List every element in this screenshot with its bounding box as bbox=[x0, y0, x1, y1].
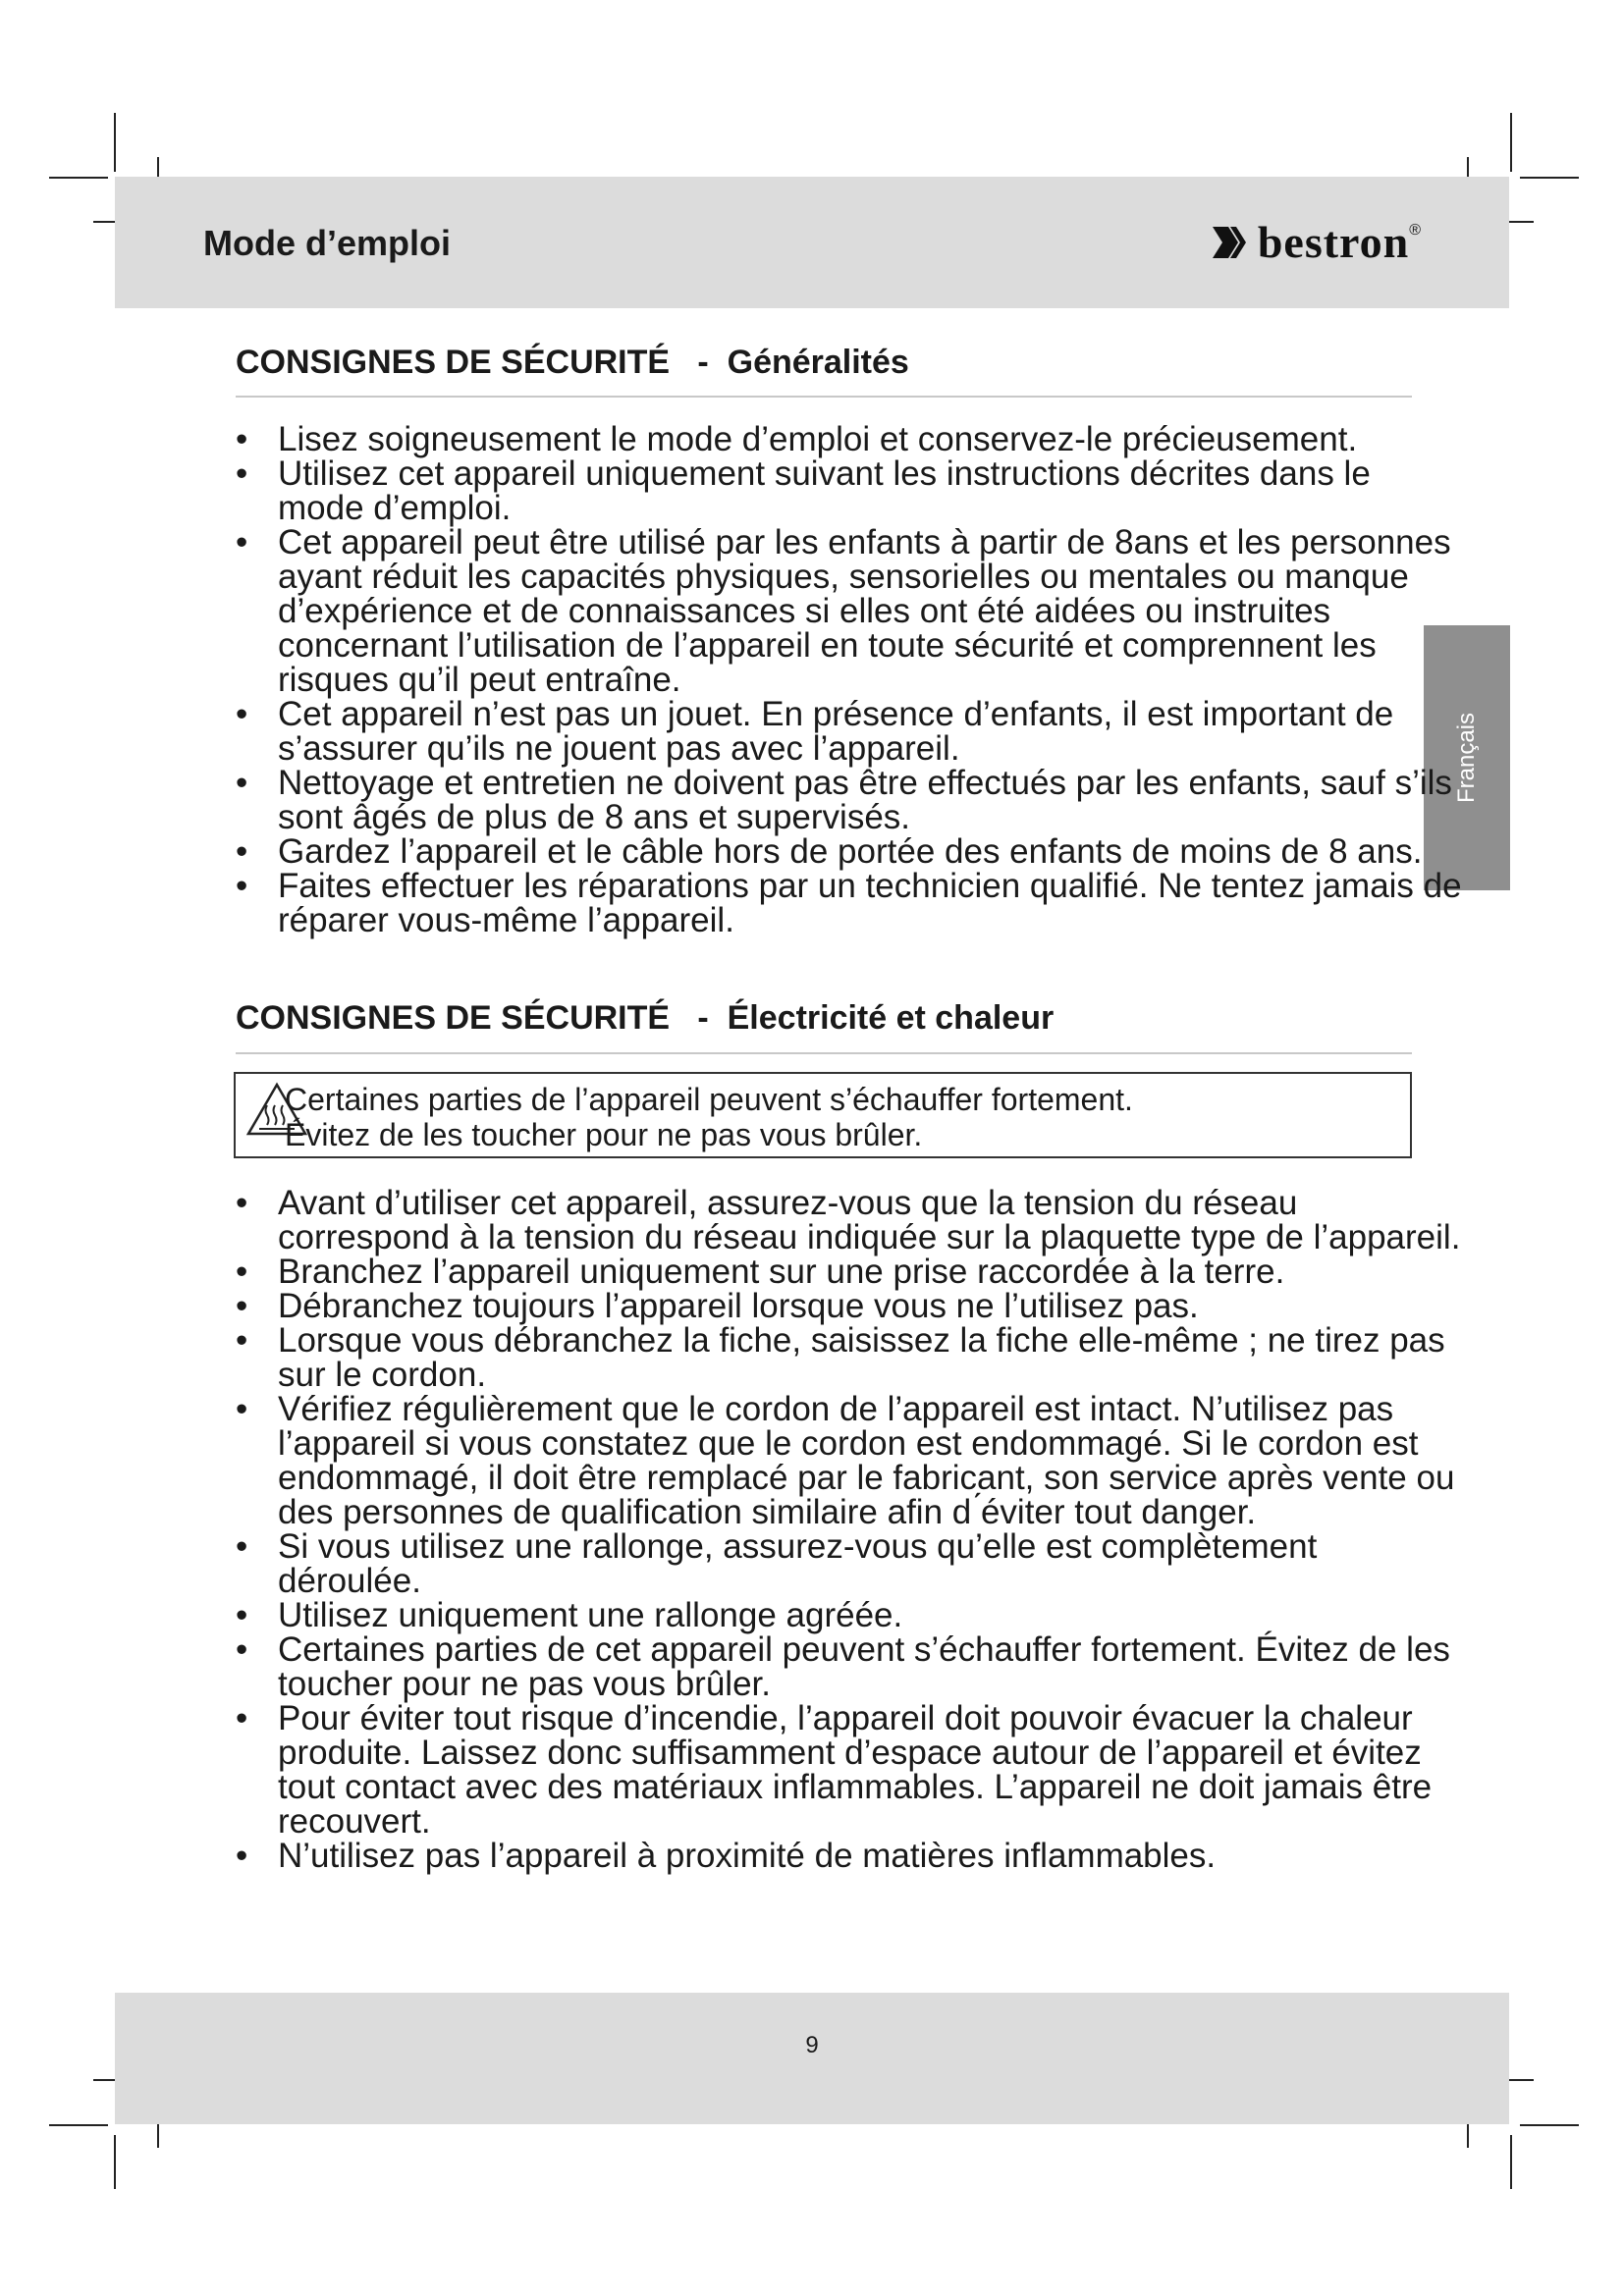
list-item: • Pour éviter tout risque d’incendie, l’appareil doit pouvoir évacuer la chaleur produite. Laissez donc suffisamment d’espace autour de l’appareil et évitez tout contact avec des matériaux inflammables. L’appareil ne doit jamais être recouvert. bbox=[236, 1699, 1433, 1841]
section-title-electricity: CONSIGNES DE SÉCURITÉ - Électricité et chaleur bbox=[236, 999, 1055, 1037]
crop-mark bbox=[114, 2135, 116, 2189]
hot-surface-warning bbox=[234, 1072, 1412, 1158]
page-number: 9 bbox=[805, 2032, 819, 2058]
list-item: • Avant d’utiliser cet appareil, assurez-vous que la tension du réseau correspond à la tension du réseau indiquée sur la plaquette type de l’appareil. bbox=[236, 1184, 1461, 1256]
crop-mark bbox=[49, 177, 108, 179]
list-item: • Nettoyage et entretien ne doivent pas être effectués par les enfants, sauf s’ils sont âgés de plus de 8 ans et supervisés. bbox=[236, 764, 1452, 836]
brand-registered-mark: ® bbox=[1409, 222, 1421, 239]
list-item: • Débranchez toujours l’appareil lorsque vous ne l’utilisez pas. bbox=[236, 1287, 1199, 1325]
list-item: • N’utilisez pas l’appareil à proximité de matières inflammables. bbox=[236, 1837, 1217, 1875]
list-item: • Cet appareil n’est pas un jouet. En présence d’enfants, il est important de s’assurer qu’ils ne jouent pas avec l’appareil. bbox=[236, 695, 1394, 768]
list-item: • Utilisez uniquement une rallonge agréée. bbox=[236, 1596, 903, 1634]
list-item: • Cet appareil peut être utilisé par les enfants à partir de 8ans et les personnes ayant réduit les capacités physiques, sensorielles ou mentales ou manque d’expérience et de connaissances si elles ont été aidées ou instruites concernant l’utilisation de l’appareil en toute sécurité et comprennent les risques qu’il peut entraîne. bbox=[236, 523, 1451, 699]
warning-text: Certaines parties de l’appareil peuvent s’échauffer fortement. bbox=[285, 1082, 1133, 1117]
electricity-safety-list bbox=[236, 1186, 1463, 1873]
list-item: • Branchez l’appareil uniquement sur une prise raccordée à la terre. bbox=[236, 1253, 1285, 1291]
general-safety-list bbox=[236, 422, 1463, 937]
brand-name: bestron bbox=[1257, 217, 1410, 267]
crop-mark bbox=[114, 113, 116, 172]
list-item: • Vérifiez régulièrement que le cordon de l’appareil est intact. N’utilisez pas l’appareil si vous constatez que le cordon est endommagé. Si le cordon est endommagé, il doit être remplacé par le fabricant, son service après vente ou des personnes de qualification similaire afin d ́éviter tout danger. bbox=[236, 1390, 1455, 1531]
language-tab-label: Français bbox=[1453, 712, 1480, 804]
crop-mark bbox=[1520, 177, 1579, 179]
crop-mark bbox=[1520, 2124, 1579, 2126]
list-item: • Gardez l’appareil et le câble hors de portée des enfants de moins de 8 ans. bbox=[236, 832, 1423, 871]
crop-mark bbox=[1510, 113, 1512, 172]
header-title: Mode d’emploi bbox=[203, 223, 451, 263]
section-divider bbox=[236, 1052, 1412, 1054]
page-header bbox=[115, 177, 1509, 308]
section-divider bbox=[236, 396, 1412, 398]
list-item: • Certaines parties de cet appareil peuvent s’échauffer fortement. Évitez de les toucher pour ne pas vous brûler. bbox=[236, 1630, 1450, 1703]
warning-text: Évitez de les toucher pour ne pas vous brûler. bbox=[285, 1117, 923, 1152]
page-footer bbox=[115, 1993, 1509, 2124]
brand-chevron-icon bbox=[1209, 223, 1258, 262]
list-item: • Utilisez cet appareil uniquement suivant les instructions décrites dans le mode d’emploi. bbox=[236, 454, 1371, 527]
list-item: • Faites effectuer les réparations par un technicien qualifié. Ne tentez jamais de réparer vous-même l’appareil. bbox=[236, 867, 1462, 939]
list-item: • Si vous utilisez une rallonge, assurez-vous qu’elle est complètement déroulée. bbox=[236, 1527, 1318, 1600]
crop-mark bbox=[1510, 2135, 1512, 2189]
list-item: • Lorsque vous débranchez la fiche, saisissez la fiche elle-même ; ne tirez pas sur le cordon. bbox=[236, 1321, 1445, 1394]
crop-mark bbox=[49, 2124, 108, 2126]
section-title-general: CONSIGNES DE SÉCURITÉ - Généralités bbox=[236, 344, 909, 381]
list-item: • Lisez soigneusement le mode d’emploi et conservez-le précieusement. bbox=[236, 420, 1358, 458]
brand-logo bbox=[1209, 216, 1421, 268]
